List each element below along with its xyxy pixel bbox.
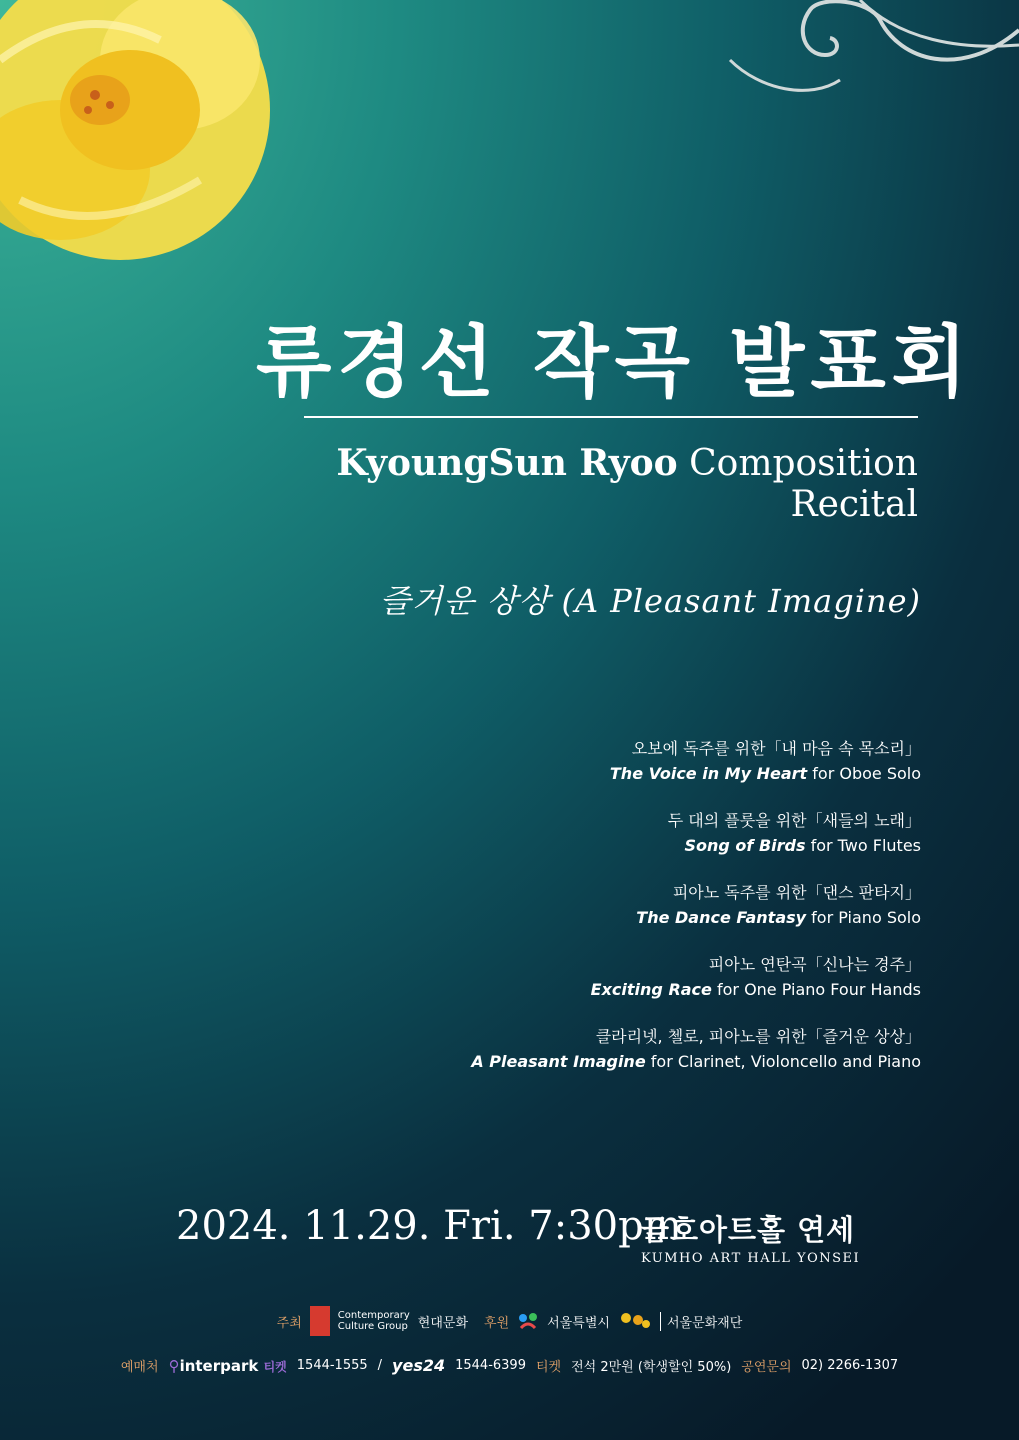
concert-date: 2024. 11.29. Fri. 7:30pm <box>176 1203 682 1249</box>
program-item <box>361 736 921 786</box>
sponsor-bar <box>0 1306 1019 1336</box>
concert-subtitle: 즐거운 상상 (A Pleasant Imagine) <box>379 582 921 620</box>
piece-title: The Dance Fantasy <box>636 908 807 927</box>
seoul-city: 서울특별시 <box>547 1315 610 1331</box>
piece-title: The Voice in My Heart <box>609 764 808 783</box>
separator: / <box>377 1358 383 1373</box>
piece-instrumentation: for Piano Solo <box>811 908 921 927</box>
host-english-line2: Culture Group <box>337 1321 408 1332</box>
program-item <box>361 880 921 930</box>
seoul-foundation: 서울문화재단 <box>660 1312 742 1331</box>
title-divider <box>304 416 918 418</box>
piece-title: A Pleasant Imagine <box>471 1052 646 1071</box>
program-item <box>361 808 921 858</box>
piece-korean: 두 대의 플룻을 위한「새들의 노래」 <box>667 811 921 830</box>
piece-instrumentation: for Oboe Solo <box>812 764 921 783</box>
venue-korean: 금호아트홀 연세 <box>641 1213 856 1247</box>
venue <box>641 1208 860 1266</box>
inquiry-phone: 02) 2266-1307 <box>801 1358 899 1373</box>
piece-korean: 오보에 독주를 위한「내 마음 속 목소리」 <box>631 739 921 758</box>
contemporary-culture-logo-icon <box>310 1306 330 1336</box>
ticket-info-bar <box>0 1356 1019 1375</box>
piece-title: Exciting Race <box>590 980 712 999</box>
interpark-phone: 1544-1555 <box>296 1358 368 1373</box>
host-english <box>338 1310 410 1332</box>
piece-instrumentation: for Clarinet, Violoncello and Piano <box>650 1052 921 1071</box>
yes24-logo: yes24 <box>392 1356 446 1375</box>
program-item <box>361 1024 921 1074</box>
support-label: 후원 <box>484 1315 510 1331</box>
seoul-foundation-logo-icon <box>618 1310 652 1332</box>
piece-instrumentation: for Two Flutes <box>810 836 921 855</box>
price-label: 티켓 <box>535 1360 562 1375</box>
inquiry-label: 공연문의 <box>741 1360 792 1375</box>
host-english-line1: Contemporary <box>337 1310 410 1321</box>
piece-korean: 피아노 독주를 위한「댄스 판타지」 <box>672 883 921 902</box>
seoul-city-logo-icon <box>517 1310 539 1332</box>
interpark-name: interpark <box>179 1356 259 1375</box>
recital-label: Composition Recital <box>689 443 918 525</box>
host-korean: 현대문화 <box>417 1315 469 1331</box>
venue-english: KUMHO ART HALL YONSEI <box>641 1251 861 1266</box>
piece-korean: 피아노 연탄곡「신나는 경주」 <box>708 955 921 974</box>
host-label: 주최 <box>276 1315 302 1331</box>
interpark-logo: ⚲interpark 티켓 <box>168 1356 287 1375</box>
interpark-ticket: 티켓 <box>263 1359 287 1374</box>
program-item <box>361 952 921 1002</box>
yellow-flower-illustration <box>0 0 280 280</box>
title-english <box>304 442 918 525</box>
piece-korean: 클라리넷, 첼로, 피아노를 위한「즐거운 상상」 <box>595 1027 921 1046</box>
program-list <box>361 736 921 1096</box>
swirl-ornament <box>700 0 1019 120</box>
piece-title: Song of Birds <box>684 836 806 855</box>
composer-name: KyoungSun Ryoo <box>336 442 678 484</box>
ticket-price: 전석 2만원 (학생할인 50%) <box>571 1360 732 1375</box>
piece-instrumentation: for One Piano Four Hands <box>716 980 921 999</box>
title-korean: 류경선 작곡 발표회 <box>255 318 974 408</box>
yes24-phone: 1544-6399 <box>455 1358 526 1373</box>
ticket-vendor-label: 예매처 <box>120 1360 159 1375</box>
